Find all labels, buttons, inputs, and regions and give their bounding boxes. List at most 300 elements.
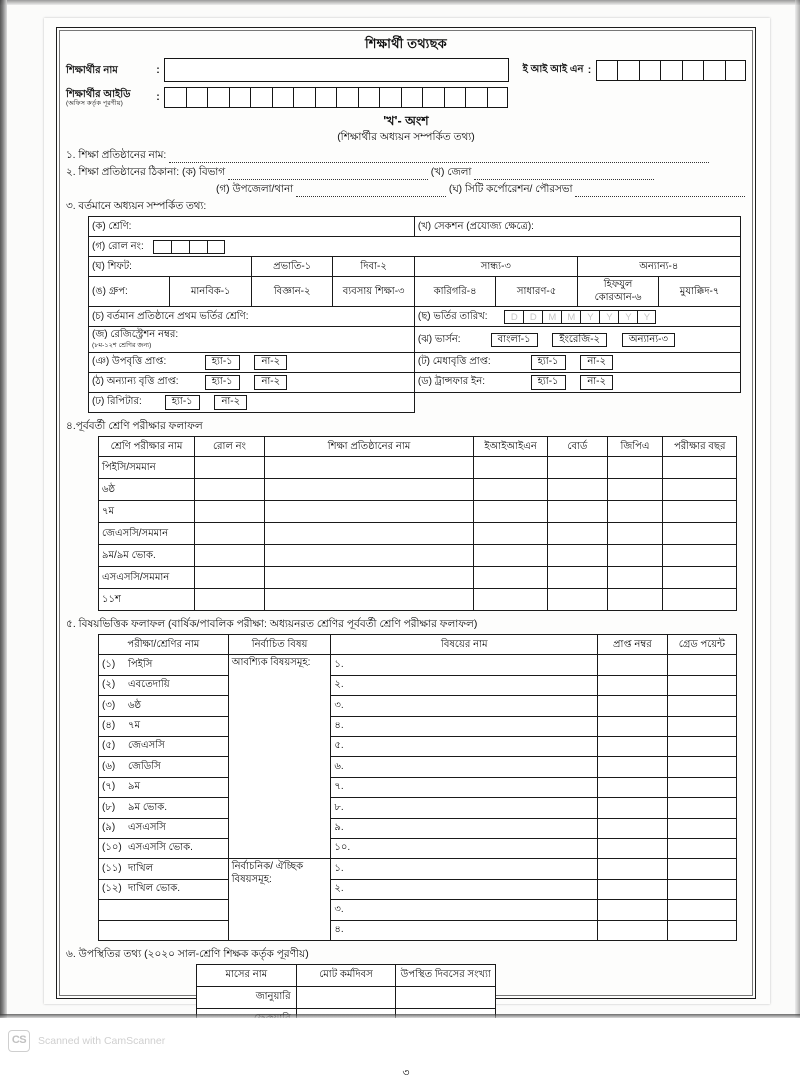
q4-cell-4-4[interactable] — [548, 545, 608, 567]
page-title: শিক্ষার্থী তথ্যছক — [365, 36, 447, 51]
roll-box-3[interactable] — [207, 240, 225, 254]
eiin-box-0[interactable] — [596, 60, 618, 81]
student-id-box-12[interactable] — [422, 87, 444, 108]
q4-cell-4-2[interactable] — [264, 545, 473, 567]
q4-row-label-2: ৭ম — [99, 501, 195, 523]
q5-exam-no-3: (৪) — [102, 720, 116, 732]
version-option-1[interactable]: ইংরেজি-২ — [552, 333, 607, 348]
eiin-label: ই আই আই এন — [522, 64, 584, 75]
q4-cell-5-5[interactable] — [607, 567, 663, 589]
q5-col-1: নির্বাচিত বিষয় — [228, 635, 331, 655]
q5-exam-cell-7[interactable] — [99, 798, 229, 818]
q4-col-3: ইআইআইএন — [474, 437, 548, 457]
q2-c-label: (গ) উপজেলা/থানা — [216, 183, 294, 195]
q5-grade-10[interactable] — [667, 859, 737, 879]
table-row — [99, 920, 737, 940]
admit-date-box-3[interactable]: M — [561, 310, 580, 324]
student-id-box-7[interactable] — [315, 87, 337, 108]
eiin-box-5[interactable] — [703, 60, 725, 81]
q5-grade-5[interactable] — [667, 757, 737, 777]
repeater-yes[interactable]: হ্যা-১ — [165, 395, 200, 410]
repeater-label: (ঢ) রিপিটার: — [92, 396, 142, 408]
eiin-box-4[interactable] — [682, 60, 704, 81]
camscanner-text: Scanned with CamScanner — [38, 1035, 166, 1047]
other-scholarship-label: (ঠ) অন্যান্য বৃত্তি প্রাপ্ত: — [92, 376, 179, 388]
student-id-label-text: শিক্ষার্থীর আইডি — [66, 88, 131, 100]
q4-cell-0-1[interactable] — [195, 457, 265, 479]
q5-exam-no-6: (৭) — [102, 781, 116, 793]
q5-exam-cell-13[interactable] — [99, 920, 229, 940]
other-scholarship-yes[interactable]: হ্যা-১ — [205, 375, 240, 390]
q5-exam-cell-8[interactable] — [99, 818, 229, 838]
q5-exam-no-5: (৬) — [102, 760, 116, 772]
roll-row — [89, 237, 741, 257]
q5-exam-name-3: ৭ম — [128, 720, 141, 732]
q4-cell-3-3[interactable] — [474, 523, 548, 545]
shift-option-1[interactable]: দিবা-২ — [333, 257, 414, 277]
q5-exam-name-6: ৯ম — [128, 781, 141, 793]
q5-marks-9[interactable] — [598, 838, 668, 858]
q5-grade-4[interactable] — [667, 736, 737, 756]
q4-cell-3-5[interactable] — [607, 523, 663, 545]
other-scholarship-no[interactable]: না-২ — [254, 375, 287, 390]
q4-cell-6-5[interactable] — [607, 589, 663, 611]
group-label: (ঙ) গ্রুপ: — [89, 277, 170, 307]
table-row — [99, 818, 737, 838]
transfer-in-no[interactable]: না-২ — [580, 375, 613, 390]
admit-date-box-5[interactable]: Y — [599, 310, 618, 324]
q5-exam-no-10: (১১) — [102, 862, 122, 874]
repeater-cell[interactable] — [89, 393, 415, 413]
registration-label: (জ) রেজিস্ট্রেশন নম্বর: — [92, 329, 179, 341]
q5-grade-7[interactable] — [667, 798, 737, 818]
student-id-box-2[interactable] — [207, 87, 229, 108]
student-id-box-10[interactable] — [379, 87, 401, 108]
eiin-box-2[interactable] — [639, 60, 661, 81]
q6-label: ৬. উপস্থিতির তথ্য (২০২০ সাল-শ্রেণি শিক্ষক কর্তৃক পূরণীয়) — [66, 947, 309, 960]
q2-d-input[interactable] — [575, 185, 745, 197]
other-scholarship-cell[interactable] — [89, 373, 415, 393]
q3-label: ৩. বর্তমানে অধ্যয়ন সম্পর্কিত তথ্য: — [66, 200, 207, 212]
q4-col-4: বোর্ড — [548, 437, 608, 457]
q5-marks-6[interactable] — [598, 777, 668, 797]
admit-date-box-6[interactable]: Y — [618, 310, 637, 324]
shift-row — [89, 257, 741, 277]
q4-cell-4-3[interactable] — [474, 545, 548, 567]
q4-cell-2-6[interactable] — [663, 501, 737, 523]
q4-cell-1-6[interactable] — [663, 479, 737, 501]
eiin-input-boxes[interactable] — [596, 60, 747, 81]
shift-label: (ঘ) শিফট: — [89, 257, 252, 277]
q4-cell-4-6[interactable] — [663, 545, 737, 567]
student-name-label: শিক্ষার্থীর নাম — [66, 64, 118, 76]
transfer-in-label: (ড) ট্রান্সফার ইন: — [417, 376, 485, 388]
table-row — [99, 900, 737, 920]
q4-cell-1-4[interactable] — [548, 479, 608, 501]
q5-exam-name-9: এসএসসি ভোক. — [128, 842, 193, 854]
form-content — [56, 27, 756, 1081]
transfer-in-yes[interactable]: হ্যা-১ — [531, 375, 566, 390]
q5-marks-1[interactable] — [598, 675, 668, 695]
q5-grade-6[interactable] — [667, 777, 737, 797]
q5-grade-0[interactable] — [667, 655, 737, 675]
version-option-0[interactable]: বাংলা-১ — [491, 333, 538, 348]
q5-exam-name-11: দাখিল ভোক. — [128, 883, 180, 895]
q5-marks-5[interactable] — [598, 757, 668, 777]
q5-subject-row-1[interactable]: ২. — [331, 675, 598, 695]
q5-subject-row-3[interactable]: ৪. — [331, 716, 598, 736]
previous-results-header-row — [99, 437, 737, 457]
q5-exam-cell-9[interactable] — [99, 838, 229, 858]
q4-cell-1-5[interactable] — [607, 479, 663, 501]
admit-date-box-4[interactable]: Y — [580, 310, 599, 324]
previous-results-body — [99, 457, 737, 611]
scan-edge-right — [795, 0, 800, 1018]
repeater-empty-cell — [414, 393, 740, 413]
shift-option-2[interactable]: সান্ধ্য-৩ — [414, 257, 577, 277]
q4-cell-6-6[interactable] — [663, 589, 737, 611]
repeater-row — [89, 393, 741, 413]
q6-cell-0-2[interactable] — [396, 987, 496, 1009]
q5-grade-9[interactable] — [667, 838, 737, 858]
roll-input-boxes[interactable] — [153, 240, 225, 254]
subject-results-table — [98, 634, 737, 940]
q4-cell-3-1[interactable] — [195, 523, 265, 545]
q1-input[interactable] — [169, 151, 709, 163]
q2-row-2 — [66, 184, 746, 197]
stipend-yes[interactable]: হ্যা-১ — [205, 355, 240, 370]
table-row — [99, 675, 737, 695]
q4-cell-4-5[interactable] — [607, 545, 663, 567]
admit-date-box-0[interactable]: D — [504, 310, 523, 324]
table-row — [99, 479, 737, 501]
q5-exam-cell-10[interactable] — [99, 859, 229, 879]
student-id-box-14[interactable] — [465, 87, 487, 108]
table-row — [99, 879, 737, 899]
subject-results-header-row — [99, 635, 737, 655]
stipend-label: (ঞ) উপবৃত্তি প্রাপ্ত: — [92, 356, 167, 368]
version-option-2[interactable]: অন্যান্য-৩ — [622, 333, 675, 348]
q5-subject-row-9[interactable]: ১০. — [331, 838, 598, 858]
table-row — [99, 501, 737, 523]
group-option-2[interactable]: ব্যবসায় শিক্ষা-৩ — [333, 277, 414, 307]
q5-exam-cell-3[interactable] — [99, 716, 229, 736]
q5-subject-row-8[interactable]: ৯. — [331, 818, 598, 838]
q4-row-label-6: ১১শ — [99, 589, 195, 611]
group-option-4[interactable]: সাধারণ-৫ — [496, 277, 577, 307]
camscanner-watermark — [8, 1030, 165, 1052]
q4-cell-3-4[interactable] — [548, 523, 608, 545]
q4-cell-2-3[interactable] — [474, 501, 548, 523]
q1-row — [66, 150, 746, 163]
q5-subject-row-4[interactable]: ৫. — [331, 736, 598, 756]
q4-row-label-0: পিইসি/সমমান — [99, 457, 195, 479]
q4-cell-1-1[interactable] — [195, 479, 265, 501]
q5-marks-8[interactable] — [598, 818, 668, 838]
q4-cell-6-4[interactable] — [548, 589, 608, 611]
stipend-cell[interactable] — [89, 353, 415, 373]
q5-subject-row-11[interactable]: ২. — [331, 879, 598, 899]
table-row — [99, 838, 737, 858]
student-name-row — [66, 58, 746, 82]
q5-exam-name-2: ৬ষ্ঠ — [128, 699, 142, 711]
part-subtitle: (শিক্ষার্থীর অধ্যয়ন সম্পর্কিত তথ্য) — [337, 130, 475, 143]
q4-col-2: শিক্ষা প্রতিষ্ঠানের নাম — [264, 437, 473, 457]
q4-cell-0-3[interactable] — [474, 457, 548, 479]
q2-d-label: (ঘ) সিটি কর্পোরেশন/ পৌরসভা — [448, 183, 573, 195]
stipend-no[interactable]: না-২ — [254, 355, 287, 370]
q5-optional-label: নির্বাচনিক/ ঐচ্ছিক বিষয়সমূহ: — [228, 859, 331, 941]
merit-cell[interactable] — [414, 353, 740, 373]
q2-a-input[interactable] — [228, 168, 428, 180]
q4-cell-1-3[interactable] — [474, 479, 548, 501]
q5-marks-12[interactable] — [598, 900, 668, 920]
q5-exam-name-4: জেএসসি — [128, 740, 165, 752]
attendance-header-row — [197, 965, 496, 987]
shift-option-0[interactable]: প্রভাতি-১ — [251, 257, 332, 277]
admit-date-box-7[interactable]: Y — [637, 310, 656, 324]
admit-date-box-1[interactable]: D — [523, 310, 542, 324]
table-row — [99, 457, 737, 479]
version-cell[interactable] — [414, 327, 740, 353]
q4-cell-5-1[interactable] — [195, 567, 265, 589]
merit-no[interactable]: না-২ — [580, 355, 613, 370]
student-id-box-13[interactable] — [444, 87, 466, 108]
admit-date-cell[interactable] — [414, 307, 740, 327]
q5-exam-cell-5[interactable] — [99, 757, 229, 777]
transfer-in-cell[interactable] — [414, 373, 740, 393]
group-option-5[interactable]: হিফযুল কোরআন-৬ — [577, 277, 658, 307]
table-row — [99, 859, 737, 879]
q5-subject-row-10[interactable]: ১. — [331, 859, 598, 879]
q5-grade-13[interactable] — [667, 920, 737, 940]
admit-date-boxes[interactable] — [504, 310, 656, 324]
student-id-box-4[interactable] — [250, 87, 272, 108]
q4-cell-2-2[interactable] — [264, 501, 473, 523]
current-study-table — [88, 216, 741, 413]
q2-a-label: (ক) বিভাগ — [182, 166, 226, 178]
class-cell[interactable]: (ক) শ্রেণি: — [89, 217, 415, 237]
registration-cell[interactable] — [89, 327, 415, 353]
table-row — [99, 545, 737, 567]
q4-cell-6-2[interactable] — [264, 589, 473, 611]
q5-marks-0[interactable] — [598, 655, 668, 675]
q5-label: ৫. বিষয়ভিত্তিক ফলাফল (বার্ষিক/পাবলিক পরীক্ষা: অধ্যয়নরত শ্রেণির পূর্ববর্তী শ্রেণি পরীক্ষার ফলাফল) — [66, 618, 478, 631]
q5-col-4: গ্রেড পয়েন্ট — [667, 635, 737, 655]
table-row — [99, 736, 737, 756]
group-option-3[interactable]: কারিগরি-৪ — [414, 277, 495, 307]
admit-date-box-2[interactable]: M — [542, 310, 561, 324]
q4-col-5: জিপিএ — [607, 437, 663, 457]
q5-exam-name-1: এবতেদায়ি — [128, 679, 170, 691]
q2-row-1 — [66, 167, 746, 180]
q5-col-3: প্রাপ্ত নম্বর — [598, 635, 668, 655]
section-cell[interactable]: (খ) সেকশন (প্রযোজ্য ক্ষেত্রে): — [414, 217, 740, 237]
student-id-input-boxes[interactable] — [164, 87, 508, 108]
registration-sublabel: (৮ম-১২শ শ্রেণির জন্য) — [92, 341, 152, 349]
q5-marks-13[interactable] — [598, 920, 668, 940]
other-scholarship-row — [89, 373, 741, 393]
group-row — [89, 277, 741, 307]
colon-2: : — [587, 63, 592, 76]
q4-cell-3-6[interactable] — [663, 523, 737, 545]
student-id-box-9[interactable] — [358, 87, 380, 108]
q5-exam-cell-12[interactable] — [99, 900, 229, 920]
student-name-input[interactable] — [164, 58, 509, 82]
table-row — [99, 567, 737, 589]
eiin-box-1[interactable] — [617, 60, 639, 81]
q5-marks-11[interactable] — [598, 879, 668, 899]
q5-exam-name-10: দাখিল — [128, 862, 154, 874]
q4-cell-0-4[interactable] — [548, 457, 608, 479]
q5-exam-name-0: পিইসি — [128, 658, 153, 670]
student-id-box-8[interactable] — [336, 87, 358, 108]
table-row — [99, 777, 737, 797]
q5-marks-4[interactable] — [598, 736, 668, 756]
q6-col-1: মোট কর্মদিবস — [296, 965, 396, 987]
group-option-0[interactable]: মানবিক-১ — [170, 277, 251, 307]
q5-exam-no-9: (১০) — [102, 842, 122, 854]
q5-grade-2[interactable] — [667, 696, 737, 716]
q5-subject-row-2[interactable]: ৩. — [331, 696, 598, 716]
scan-edge-left — [0, 0, 7, 1018]
q5-marks-7[interactable] — [598, 798, 668, 818]
q5-grade-12[interactable] — [667, 900, 737, 920]
q4-label: ৪.পূর্ববর্তী শ্রেণি পরীক্ষার ফলাফল — [66, 420, 203, 433]
q4-cell-2-5[interactable] — [607, 501, 663, 523]
q4-col-1: রোল নং — [195, 437, 265, 457]
merit-yes[interactable]: হ্যা-১ — [531, 355, 566, 370]
q5-exam-no-7: (৮) — [102, 801, 116, 813]
q5-exam-no-8: (৯) — [102, 821, 116, 833]
q5-marks-10[interactable] — [598, 859, 668, 879]
roll-box-2[interactable] — [189, 240, 207, 254]
student-id-box-3[interactable] — [229, 87, 251, 108]
q4-row-label-5: এসএসসি/সমমান — [99, 567, 195, 589]
q6-month-0: জানুয়ারি — [197, 987, 297, 1009]
q5-grade-11[interactable] — [667, 879, 737, 899]
table-row — [99, 798, 737, 818]
q4-cell-0-2[interactable] — [264, 457, 473, 479]
table-row — [99, 696, 737, 716]
q5-exam-name-8: এসএসসি — [128, 821, 166, 833]
table-row — [99, 655, 737, 675]
q2-b-input[interactable] — [474, 168, 654, 180]
student-id-box-0[interactable] — [164, 87, 186, 108]
q5-subject-row-0[interactable]: ১. — [331, 655, 598, 675]
student-id-label — [66, 89, 152, 107]
q2-b-label: (খ) জেলা — [430, 166, 472, 178]
q4-cell-1-2[interactable] — [264, 479, 473, 501]
student-id-sublabel: (অফিস কর্তৃক পূরণীয়) — [66, 99, 123, 107]
camscanner-logo-icon: CS — [8, 1030, 30, 1052]
group-option-6[interactable]: মুযাক্কিদ-৭ — [659, 277, 741, 307]
q4-cell-5-6[interactable] — [663, 567, 737, 589]
q5-subject-row-12[interactable]: ৩. — [331, 900, 598, 920]
q5-exam-name-5: জেডিসি — [128, 760, 161, 772]
student-id-box-6[interactable] — [293, 87, 315, 108]
registration-row — [89, 327, 741, 353]
roll-box-1[interactable] — [171, 240, 189, 254]
q5-marks-3[interactable] — [598, 716, 668, 736]
q5-marks-2[interactable] — [598, 696, 668, 716]
student-id-box-5[interactable] — [272, 87, 294, 108]
q6-col-0: মাসের নাম — [197, 965, 297, 987]
student-id-box-11[interactable] — [401, 87, 423, 108]
q5-subject-row-13[interactable]: ৪. — [331, 920, 598, 940]
q5-subject-row-5[interactable]: ৬. — [331, 757, 598, 777]
q4-cell-0-6[interactable] — [663, 457, 737, 479]
q5-exam-cell-1[interactable] — [99, 675, 229, 695]
q4-cell-4-1[interactable] — [195, 545, 265, 567]
q5-grade-8[interactable] — [667, 818, 737, 838]
version-label: (ঝ) ভার্সন: — [417, 333, 461, 345]
q4-cell-5-3[interactable] — [474, 567, 548, 589]
q4-cell-5-4[interactable] — [548, 567, 608, 589]
q4-row-label-1: ৬ষ্ঠ — [99, 479, 195, 501]
roll-label: (গ) রোল নং: — [92, 240, 144, 252]
eiin-box-6[interactable] — [725, 60, 747, 81]
q6-cell-0-1[interactable] — [296, 987, 396, 1009]
q5-exam-cell-11[interactable] — [99, 879, 229, 899]
table-row — [99, 589, 737, 611]
q4-cell-5-2[interactable] — [264, 567, 473, 589]
scan-edge-top — [0, 0, 800, 5]
group-option-1[interactable]: বিজ্ঞান-২ — [251, 277, 332, 307]
q4-cell-3-2[interactable] — [264, 523, 473, 545]
q4-row-label-4: ৯ম/৯ম ভোক. — [99, 545, 195, 567]
eiin-box-3[interactable] — [660, 60, 682, 81]
q4-cell-6-3[interactable] — [474, 589, 548, 611]
previous-results-table — [98, 436, 737, 611]
q4-cell-0-5[interactable] — [607, 457, 663, 479]
q5-exam-no-1: (২) — [102, 679, 116, 691]
class-section-row — [89, 217, 741, 237]
roll-box-0[interactable] — [153, 240, 171, 254]
q5-exam-cell-2[interactable] — [99, 696, 229, 716]
student-id-box-15[interactable] — [487, 87, 509, 108]
q4-cell-2-4[interactable] — [548, 501, 608, 523]
q6-col-2: উপস্থিত দিবসের সংখ্যা — [396, 965, 496, 987]
admit-date-label: (ছ) ভর্তির তারিখ: — [417, 310, 488, 322]
q4-cell-2-1[interactable] — [195, 501, 265, 523]
repeater-no[interactable]: না-২ — [214, 395, 247, 410]
merit-label: (ট) মেধাবৃত্তি প্রাপ্ত: — [417, 356, 491, 368]
q5-subject-row-7[interactable]: ৮. — [331, 798, 598, 818]
q5-exam-cell-4[interactable] — [99, 736, 229, 756]
colon-3: : — [156, 91, 160, 104]
q5-subject-row-6[interactable]: ৭. — [331, 777, 598, 797]
q5-exam-no-11: (১২) — [102, 883, 122, 895]
q5-exam-cell-6[interactable] — [99, 777, 229, 797]
q4-cell-6-1[interactable] — [195, 589, 265, 611]
colon-1: : — [156, 63, 160, 76]
table-row — [197, 987, 496, 1009]
q2-c-input[interactable] — [296, 185, 446, 197]
q5-col-2: বিষয়ের নাম — [331, 635, 598, 655]
q5-grade-3[interactable] — [667, 716, 737, 736]
stipend-row — [89, 353, 741, 373]
q5-exam-cell-0[interactable] — [99, 655, 229, 675]
q4-row-label-3: জেএসসি/সমমান — [99, 523, 195, 545]
first-admit-row — [89, 307, 741, 327]
shift-option-3[interactable]: অন্যান্য-৪ — [577, 257, 740, 277]
first-admit-cell[interactable]: (চ) বর্তমান প্রতিষ্ঠানে প্রথম ভর্তির শ্রেণি: — [89, 307, 415, 327]
q5-grade-1[interactable] — [667, 675, 737, 695]
q5-compulsory-label: আবশ্যিক বিষয়সমূহ: — [228, 655, 331, 859]
student-id-box-1[interactable] — [186, 87, 208, 108]
roll-cell[interactable] — [89, 237, 741, 257]
